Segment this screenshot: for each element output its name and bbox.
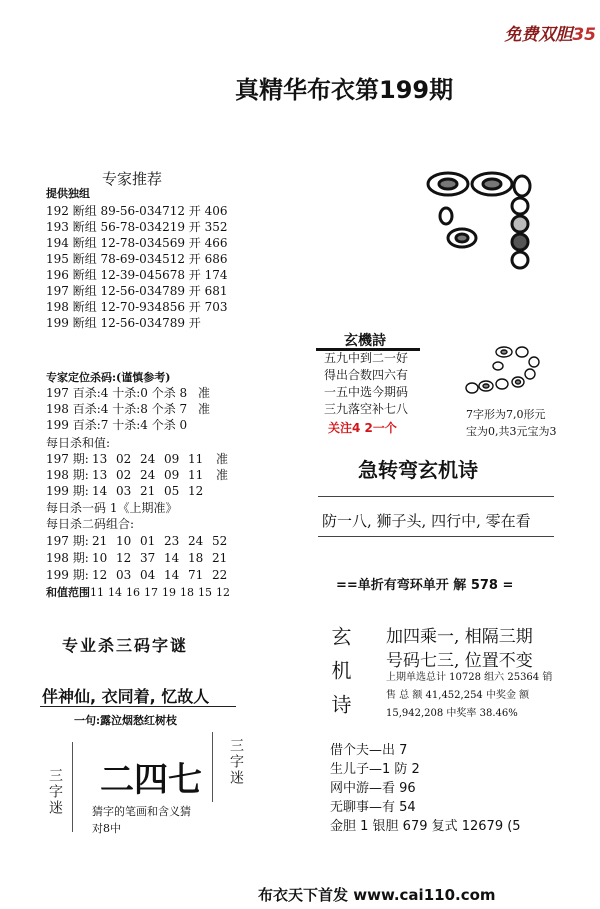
range-row [46,585,246,602]
two-num: 10 [92,551,108,565]
two-num: 04 [140,568,156,582]
sum-num: 03 [116,484,132,498]
sum-issue: 198 期: [46,468,89,482]
two-num: 01 [140,534,156,548]
sum-row [46,484,246,500]
two-num: 22 [212,568,228,582]
small-chain-graphic [464,338,554,404]
two-heading: 每日杀二码组合: [46,517,135,531]
range-num: 15 [198,586,212,599]
expert-list [46,203,228,331]
two-num: 03 [116,568,132,582]
two-num: 14 [164,568,180,582]
two-num: 12 [116,551,132,565]
bottom-line: 无聊事—有 54 [330,800,416,815]
bottom-line: 生儿子—1 防 2 [330,762,420,777]
bottom-list [330,741,521,836]
range-num: 12 [216,586,230,599]
two-num: 37 [140,551,156,565]
range-num: 18 [180,586,194,599]
xuanji-line: 一五中选今期码 [324,385,409,399]
riddle-poem: 伴神仙, 衣同着, 忆故人 [42,687,210,706]
range-num: 16 [126,586,140,599]
two-num: 71 [188,568,204,582]
sum-mark: 准 [216,452,229,466]
two-table [46,534,246,602]
jizhuan-heading: 急转弯玄机诗 [358,458,478,482]
sum-issue: 197 期: [46,452,89,466]
sum-num: 14 [92,484,108,498]
two-num: 23 [164,534,180,548]
sum-issue: 199 期: [46,484,89,498]
two-row [46,534,246,551]
riddle-underline [40,706,236,707]
corner-label [504,20,596,45]
jizhuan-rule-bottom [318,536,554,537]
page-title: 真精华布衣第199期 [235,76,454,104]
corner-text: 免费双胆 [504,25,573,45]
expert-line: 196 断组 12-39-045678 开 174 [46,268,228,282]
two-num: 21 [212,551,228,565]
kill-mark: 准 [198,386,211,400]
sum-num: 11 [188,452,204,466]
two-issue: 198 期: [46,551,89,565]
riddle-note1: 猜字的笔画和含义猜 [92,805,191,818]
xuanji-note2: 宝为0,共3元宝为3 [466,425,557,438]
expert-line: 192 断组 89-56-034712 开 406 [46,204,228,218]
two-num: 18 [188,551,204,565]
range-num: 14 [108,586,122,599]
poem2-stat1: 上期单选总计 10728 组六 25364 销 [386,672,553,683]
sum-num: 02 [116,468,132,482]
range-label: 和值范围 [46,586,90,599]
xuanji-box [316,330,422,442]
expert-subheading: 提供独组 [46,187,90,200]
expert-line: 198 断组 12-70-934856 开 703 [46,300,228,314]
kill-mark: 准 [198,402,211,416]
riddle-big: 二四七 [100,760,202,800]
poem2-side: 玄机诗 [328,626,352,728]
expert-line: 197 断组 12-56-034789 开 681 [46,284,228,298]
xuanji-line: 五九中到二一好 [324,351,409,365]
footer: 布衣天下首发 www.cai110.com [258,886,496,904]
bottom-line: 借个夫—出 7 [330,743,408,758]
xuanji-heading: 玄機詩 [344,333,386,349]
sum-num: 09 [164,468,180,482]
range-num: 11 [90,586,104,599]
two-num: 14 [164,551,180,565]
expert-heading: 专家推荐 [102,170,163,188]
sum-row [46,468,246,484]
two-num: 24 [188,534,204,548]
riddle-hint: 一句:露泣烟愁红树枝 [74,714,178,727]
expert-line: 195 断组 78-69-034512 开 686 [46,252,228,266]
riddle-note2: 对8中 [92,822,121,835]
bottom-line: 网中游—看 96 [330,781,416,796]
sum-num: 02 [116,452,132,466]
sum-num: 13 [92,468,108,482]
kill-heading: 专家定位杀码:(谨慎参考) [46,371,171,384]
kill-text: 198 百杀:4 十杀:8 个杀 7 [46,402,188,416]
range-num: 17 [144,586,158,599]
poem2-stat2: 售 总 额 41,452,254 中奖金 额 [386,690,530,701]
kill-text: 197 百杀:4 十杀:0 个杀 8 [46,386,188,400]
poem2-line2: 号码七三, 位置不变 [386,651,533,671]
jizhuan-rule-top [318,496,554,497]
expert-line: 194 断组 12-78-034569 开 466 [46,236,228,250]
poem2-stat3: 15,942,208 中奖率 38.46% [386,708,518,719]
sum-num: 12 [188,484,204,498]
sum-num: 24 [140,468,156,482]
kill-row [46,401,246,417]
sum-table [46,452,246,516]
one-code: 每日杀一码 1《上期准》 [46,501,178,515]
sum-num: 21 [140,484,156,498]
riddle-heading: 专业杀三码字谜 [62,636,189,655]
riddle-side-left: 三字迷 [47,768,63,816]
poem2-line1: 加四乘一, 相隔三期 [386,627,533,647]
xuanji-line: 三九落空补七八 [324,402,409,416]
kill-row [46,385,246,401]
two-issue: 199 期: [46,568,89,582]
xuanji-line: 得出合数四六有 [324,368,409,382]
sum-heading: 每日杀和值: [46,436,111,450]
two-num: 12 [92,568,108,582]
kill-text: 199 百杀:7 十杀:4 个杀 0 [46,418,188,432]
riddle-side-right: 三字迷 [228,738,244,786]
riddle-box-left-line [72,742,73,832]
single-line: ==单折有弯环单开 解 578 = [336,578,514,593]
expert-line: 193 断组 56-78-034219 开 352 [46,220,228,234]
sum-num: 13 [92,452,108,466]
expert-line: 199 断组 12-56-034789 开 [46,316,201,330]
two-num: 10 [116,534,132,548]
corner-issue: 35 [572,25,596,45]
jizhuan-line: 防一八, 狮子头, 四行中, 零在看 [322,512,531,530]
sum-num: 09 [164,452,180,466]
xuanji-focus: 关注4 2一个 [328,421,397,435]
riddle-box-right-line [212,732,213,802]
sum-num: 24 [140,452,156,466]
sum-num: 11 [188,468,204,482]
sum-row [46,452,246,468]
kill-row [46,417,246,433]
chain-graphic [418,160,538,280]
kill-list [46,385,246,433]
sum-mark: 准 [216,468,229,482]
two-row [46,551,246,568]
xuanji-note1: 7字形为7,0形元 [466,408,546,421]
two-num: 21 [92,534,108,548]
sum-num: 05 [164,484,180,498]
two-row [46,568,246,585]
two-issue: 197 期: [46,534,89,548]
bottom-line: 金胆 1 银胆 679 复式 12679 (5 [330,819,521,834]
range-num: 19 [162,586,176,599]
two-num: 52 [212,534,228,548]
